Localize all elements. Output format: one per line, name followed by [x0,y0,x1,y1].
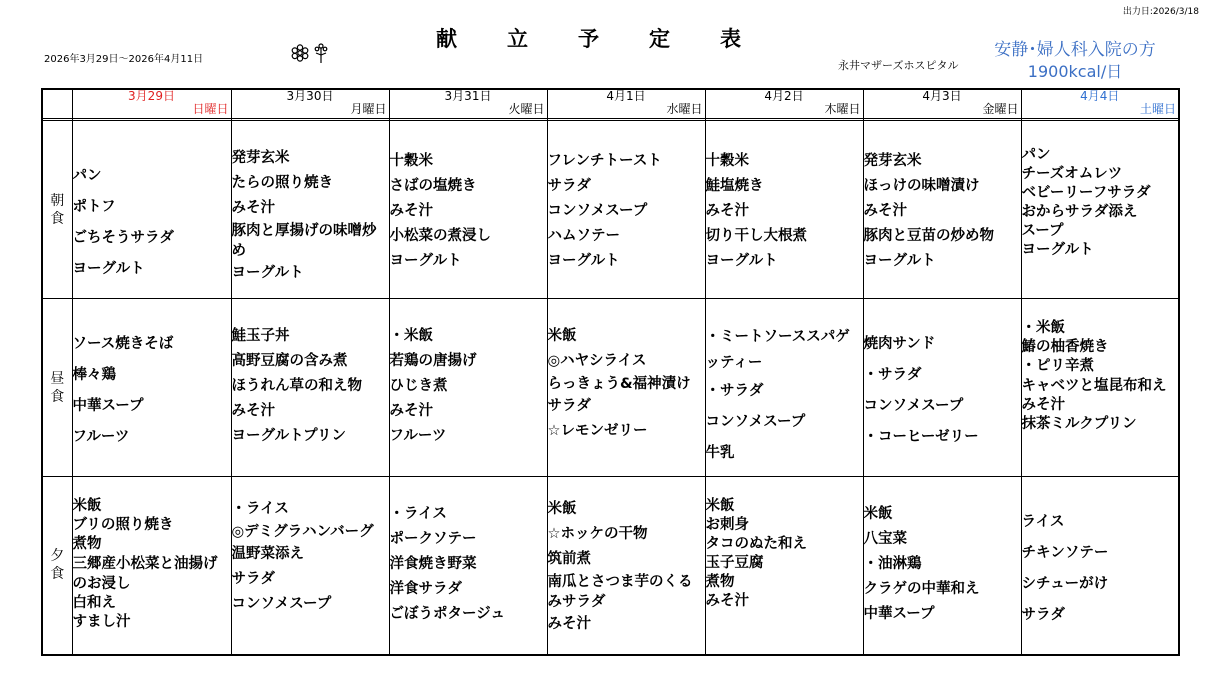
menu-item: 豚肉と豆苗の炒め物 [863,228,994,244]
menu-cell [231,299,389,477]
menu-item: 南瓜とさつま芋のくるみサラダ [547,574,693,610]
menu-item: 中華スープ [863,606,935,622]
date-range: 2026年3月29日～2026年4月11日 [44,54,204,65]
menu-item: 米飯 [547,328,577,344]
menu-cell [1021,121,1179,299]
menu-item: すまし汁 [72,614,131,630]
menu-item: 玉子豆腐 [705,555,764,571]
day-date: 4月3日 [922,89,962,103]
menu-item: フレンチトースト [547,153,662,169]
menu-item: 牛乳 [705,445,735,461]
corner-cell [42,89,72,119]
meal-row-dinner [42,477,1179,655]
menu-table [41,88,1180,656]
menu-item: 切り干し大根煮 [705,228,807,244]
day-weekday: 日曜日 [192,102,229,116]
menu-item: 小松菜の煮浸し [389,228,491,244]
menu-item: みそ汁 [547,616,591,632]
menu-item: チーズオムレツ [1021,166,1123,182]
menu-item: 温野菜添え [231,546,304,562]
menu-item: さばの塩焼き [389,178,477,194]
menu-cell [863,121,1021,299]
menu-item: ブリの照り焼き [72,517,174,533]
menu-item: 十穀米 [705,153,749,169]
menu-cell [547,121,705,299]
day-weekday: 木曜日 [824,102,861,116]
menu-item: みそ汁 [1021,397,1065,413]
menu-item: 煮物 [72,536,102,552]
menu-item: みそ汁 [231,403,275,419]
menu-item: ほうれん草の和え物 [231,378,362,394]
menu-item: ヨーグルト [389,253,462,269]
day-weekday: 土曜日 [1139,102,1176,116]
menu-item: 白和え [72,595,116,611]
menu-item: みそ汁 [389,403,433,419]
day-date: 3月29日 [128,89,175,103]
menu-item: 鮭玉子丼 [231,328,290,344]
menu-item: 鰆の柚香焼き [1021,339,1109,355]
menu-item: ベビーリーフサラダ [1021,185,1151,201]
day-weekday: 金曜日 [982,102,1019,116]
menu-item: 八宝菜 [863,531,907,547]
hospital-name: 永井マザーズホスピタル [838,59,959,72]
menu-item: スープ [1021,223,1064,239]
menu-item: ・サラダ [705,383,764,399]
menu-item: サラダ [547,178,591,194]
menu-item: 中華スープ [72,398,144,414]
menu-item: お刺身 [705,517,749,533]
menu-item: クラゲの中華和え [863,581,980,597]
menu-item: 煮物 [705,574,735,590]
day-header-sat [1021,89,1179,119]
menu-item: パン [72,168,102,184]
day-date: 4月4日 [1080,89,1120,103]
day-header-thu [705,89,863,119]
menu-item: キャベツと塩昆布和え [1021,378,1167,394]
menu-item: ヨーグルト [705,253,778,269]
menu-cell [705,299,863,477]
menu-item: 若鶏の唐揚げ [389,353,477,369]
menu-cell [863,477,1021,655]
menu-item: ほっけの味噌漬け [863,178,980,194]
menu-item: 十穀米 [389,153,433,169]
menu-item: 洋食焼き野菜 [389,556,477,572]
day-date: 3月30日 [286,89,334,103]
menu-item: らっきょう&福神漬け [547,376,691,392]
menu-item: 高野豆腐の含み煮 [231,353,348,369]
meal-label [42,299,72,477]
meal-row-breakfast [42,121,1179,299]
menu-item: ソース焼きそば [72,336,174,352]
menu-item: ・米飯 [1021,320,1065,336]
menu-cell [389,299,547,477]
menu-item: タコのぬた和え [705,536,807,552]
day-header-mon [231,89,389,119]
day-header-row [42,89,1179,119]
menu-item: ☆ホッケの干物 [547,526,648,542]
menu-item: 発芽玄米 [231,150,290,166]
menu-item: コンソメスープ [705,414,806,430]
menu-item: ヨーグルト [1021,242,1094,258]
menu-item: ヨーグルト [72,261,145,277]
menu-item: 鮭塩焼き [705,178,764,194]
menu-cell [389,477,547,655]
menu-cell [231,477,389,655]
meal-label-char: 食 [50,566,65,583]
menu-item: みそ汁 [389,203,433,219]
meal-label-char: 夕 [50,548,65,565]
flower-icon [291,42,331,64]
menu-item: みそ汁 [705,203,749,219]
meal-label [42,477,72,655]
menu-cell [1021,477,1179,655]
day-header-tue [389,89,547,119]
output-date: 出力日:2026/3/18 [1122,7,1199,17]
diet-calories: 1900kcal/日 [1027,62,1123,81]
menu-cell [547,477,705,655]
menu-item: 米飯 [547,501,577,517]
menu-item: ヨーグルト [547,253,620,269]
diet-name: 安静･婦人科入院の方 [994,40,1156,60]
day-weekday: 月曜日 [350,102,387,116]
meal-label-char: 食 [50,210,65,227]
menu-item: 焼肉サンド [863,336,936,352]
menu-item: みそ汁 [863,203,907,219]
menu-item: ・米飯 [389,328,433,344]
menu-item: コンソメスープ [547,203,648,219]
menu-item: 棒々鶏 [72,367,116,383]
menu-item: フルーツ [389,428,447,444]
menu-item: 三郷産小松菜と油揚げのお浸し [72,556,218,592]
menu-cell [72,121,231,299]
menu-item: サラダ [1021,607,1065,623]
menu-cell [1021,299,1179,477]
menu-item: ごちそうサラダ [72,230,174,246]
menu-item: ハムソテー [547,228,620,244]
menu-cell [705,477,863,655]
menu-item: 洋食サラダ [389,581,462,597]
menu-item: サラダ [231,571,275,587]
menu-item: ◎ハヤシライス [547,353,647,369]
meal-label-char: 食 [50,388,65,405]
menu-item: ごぼうポタージュ [389,606,505,622]
menu-cell [231,121,389,299]
menu-item: ・ライス [389,506,447,522]
day-weekday: 火曜日 [508,102,545,116]
meal-label-char: 昼 [50,370,65,387]
day-header-sun [72,89,231,119]
day-weekday: 水曜日 [666,102,703,116]
menu-item: コンソメスープ [863,398,964,414]
menu-item: ・コーヒーゼリー [863,429,979,445]
menu-item: パン [1021,147,1051,163]
meal-row-lunch [42,299,1179,477]
meal-label-char: 朝 [50,192,65,209]
menu-item: 米飯 [705,498,735,514]
day-header-fri [863,89,1021,119]
menu-item: おからサラダ添え [1021,204,1138,220]
menu-item: チキンソテー [1021,545,1109,561]
day-date: 3月31日 [444,89,492,103]
menu-item: ひじき煮 [389,378,448,394]
menu-item: シチューがけ [1021,576,1109,592]
menu-item: ヨーグルトプリン [231,428,347,444]
day-header-wed [547,89,705,119]
menu-cell [72,477,231,655]
menu-item: 米飯 [863,506,893,522]
menu-item: みそ汁 [705,593,749,609]
menu-item: コンソメスープ [231,596,332,612]
menu-item: みそ汁 [231,200,275,216]
menu-item: フルーツ [72,429,130,445]
menu-cell [547,299,705,477]
menu-item: ライス [1021,514,1065,530]
menu-cell [72,299,231,477]
menu-cell [705,121,863,299]
menu-cell [389,121,547,299]
menu-item: ・ミートソーススパゲッティー [705,329,850,371]
menu-item: ヨーグルト [231,265,304,281]
menu-item: サラダ [547,398,591,414]
menu-item: ポークソテー [389,531,477,547]
menu-item: ・ピリ辛煮 [1021,358,1094,374]
menu-item: 豚肉と厚揚げの味噌炒め [231,223,377,259]
menu-item: ・サラダ [863,367,922,383]
menu-item: 米飯 [72,498,102,514]
menu-item: ・ライス [231,501,289,517]
menu-item: たらの照り焼き [231,175,333,191]
menu-item: ・油淋鶏 [863,556,922,572]
menu-item: ◎デミグラハンバーグ [231,524,374,540]
page-title: 献立予定表 [436,27,791,51]
menu-item: ヨーグルト [863,253,936,269]
menu-item: 発芽玄米 [863,153,922,169]
meal-label [42,121,72,299]
menu-item: ☆レモンゼリー [547,423,648,439]
menu-item: 筑前煮 [547,551,591,567]
menu-item: 抹茶ミルクプリン [1021,416,1137,432]
menu-cell [863,299,1021,477]
day-date: 4月2日 [764,89,804,103]
day-date: 4月1日 [606,89,646,103]
menu-item: ポトフ [72,199,116,215]
